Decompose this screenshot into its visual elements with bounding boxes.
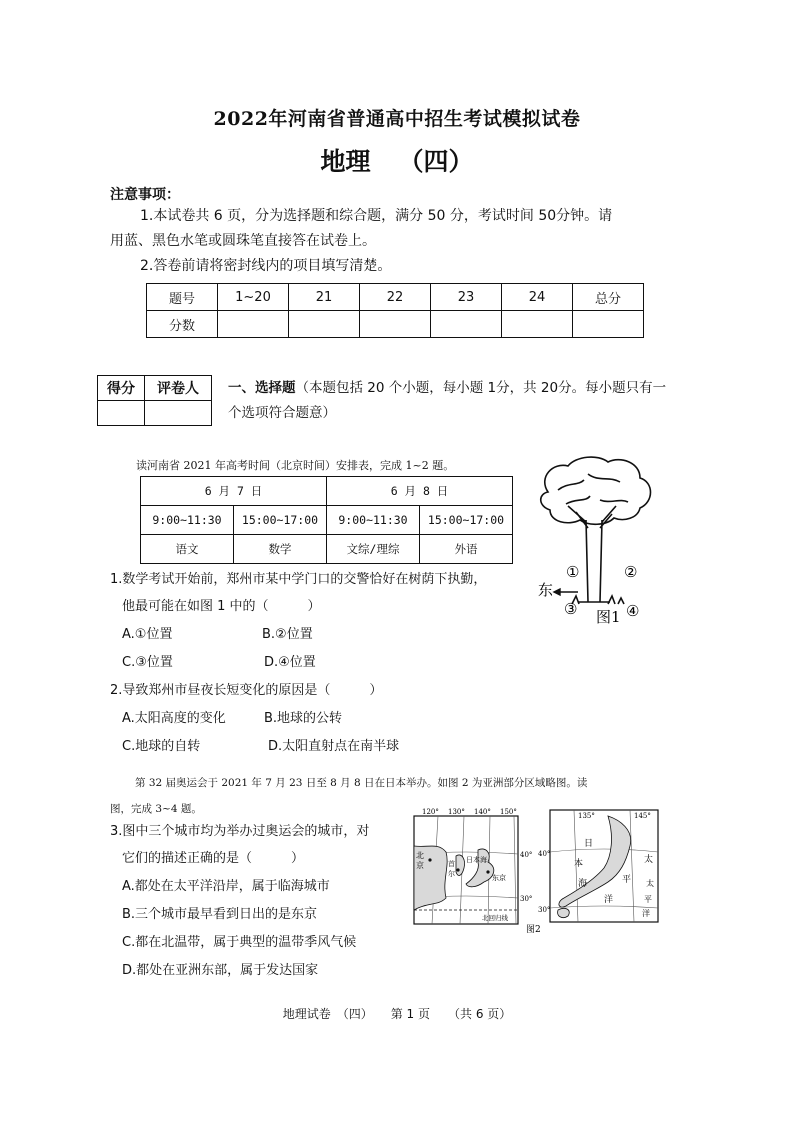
score-input-cell[interactable] (218, 311, 289, 338)
schedule-subject-cell: 外语 (420, 535, 513, 564)
lon-label: 130° (448, 808, 465, 816)
figure-2-maps (408, 806, 663, 936)
left-map (414, 808, 532, 924)
city-label-seoul-2: 尔 (448, 870, 455, 878)
q1-option-a[interactable]: A.①位置 (122, 627, 173, 642)
score-header-cell: 1~20 (218, 284, 289, 311)
notice-item-1-line-1: 1.本试卷共 6 页，分为选择题和综合题，满分 50 分，考试时间 50分钟。请 (140, 208, 613, 224)
score-input-cell[interactable] (289, 311, 360, 338)
city-label-beijing-2: 京 (416, 861, 424, 870)
schedule-intro: 读河南省 2021 年高考时间（北京时间）安排表，完成 1~2 题。 (136, 459, 455, 472)
ocean-label-char: 洋 (642, 909, 650, 918)
score-input-cell[interactable] (573, 311, 644, 338)
q1-option-c[interactable]: C.③位置 (122, 655, 173, 670)
exam-subject (0, 142, 794, 178)
lon-label: 140° (474, 808, 491, 816)
marker-4: ④ (626, 602, 640, 620)
ocean-label-char: 洋 (604, 895, 614, 905)
score-row-label: 分数 (147, 311, 218, 338)
score-table-score-row (147, 311, 644, 338)
figure-2-caption: 图2 (526, 925, 541, 935)
q1-option-b[interactable]: B.②位置 (262, 627, 313, 642)
lon-label: 135° (578, 812, 595, 820)
q3-option-b[interactable]: B.三个城市最早看到日出的是东京 (122, 907, 318, 922)
lon-label: 150° (500, 808, 517, 816)
city-label-beijing-1: 北 (416, 851, 424, 860)
east-label: 东 (538, 581, 554, 599)
q3-option-a[interactable]: A.都处在太平洋沿岸，属于临海城市 (122, 879, 330, 894)
q2-option-a[interactable]: A.太阳高度的变化 (122, 711, 226, 726)
q1-stem-line-2: 他最可能在如图 1 中的（ ） (122, 599, 321, 614)
notice-item-1-line-2: 用蓝、黑色水笔或圆珠笔直接答在试卷上。 (110, 233, 376, 249)
grader-box (97, 375, 212, 426)
ocean-label-char: 平 (644, 895, 652, 904)
section-1-desc: （本题包括 20 个小题，每小题 1分，共 20分。每小题只有一 (295, 380, 667, 396)
sea-label-japan: 日本海 (466, 856, 487, 864)
section-1-title: 一、选择题 (228, 380, 296, 396)
score-header-cell: 总分 (573, 284, 644, 311)
schedule-day-cell: 6 月 8 日 (327, 477, 513, 506)
lon-label: 120° (422, 808, 439, 816)
q2-stem: 2.导致郑州市昼夜长短变化的原因是（ ） (110, 683, 383, 698)
q1-option-d[interactable]: D.④位置 (264, 655, 316, 670)
score-table-header-row (147, 284, 644, 311)
city-label-seoul-1: 首 (448, 860, 455, 868)
sea-label-char: 海 (578, 879, 588, 889)
grader-score-cell[interactable] (98, 401, 145, 426)
tree-crown-icon (541, 457, 651, 524)
grader-name-label: 评卷人 (145, 376, 212, 401)
notice-heading: 注意事项： (110, 187, 180, 203)
marker-2: ② (624, 563, 638, 581)
schedule-time-cell: 15:00~17:00 (420, 506, 513, 535)
ocean-label-char: 平 (622, 875, 632, 885)
score-input-cell[interactable] (502, 311, 573, 338)
schedule-subject-cell: 语文 (141, 535, 234, 564)
lon-label: 145° (634, 812, 651, 820)
schedule-day-cell: 6 月 7 日 (141, 477, 327, 506)
schedule-time-cell: 9:00~11:30 (141, 506, 234, 535)
ocean-label-char: 太 (646, 879, 654, 888)
schedule-time-cell: 9:00~11:30 (327, 506, 420, 535)
lat-label: 40° (538, 850, 551, 858)
score-table (146, 283, 644, 338)
score-header-cell: 23 (431, 284, 502, 311)
notice-item-2: 2.答卷前请将密封线内的项目填写清楚。 (140, 258, 392, 274)
score-header-cell: 22 (360, 284, 431, 311)
marker-1: ① (566, 563, 580, 581)
tropic-label: 北回归线 (482, 914, 508, 922)
page-footer: 地理试卷 （四） 第 1 页 （共 6 页） (282, 1007, 512, 1021)
schedule-subject-cell: 数学 (234, 535, 327, 564)
schedule-table (140, 476, 513, 564)
q2-option-c[interactable]: C.地球的自转 (122, 739, 201, 754)
east-arrow-icon (554, 589, 578, 595)
marker-3: ③ (564, 600, 578, 618)
score-input-cell[interactable] (431, 311, 502, 338)
subject-name: 地理 (320, 147, 371, 176)
q2-option-d[interactable]: D.太阳直射点在南半球 (268, 739, 400, 754)
figure-1-caption: 图1 (596, 608, 621, 626)
volume-number: （四） (398, 147, 474, 176)
q3-option-c[interactable]: C.都在北温带，属于典型的温带季风气候 (122, 935, 357, 950)
lat-label: 30° (538, 906, 551, 914)
score-header-cell: 21 (289, 284, 360, 311)
city-label-tokyo: 东京 (492, 874, 506, 882)
sea-label-char: 日 (584, 839, 594, 849)
exam-title: 2022年河南省普通高中招生考试模拟试卷 (213, 108, 581, 130)
sea-label-char: 本 (574, 859, 584, 869)
score-header-cell: 24 (502, 284, 573, 311)
section-1-line-1 (228, 376, 666, 400)
grader-score-label: 得分 (98, 376, 145, 401)
ocean-label-char: 太 (644, 855, 654, 865)
right-map (538, 810, 658, 922)
score-input-cell[interactable] (360, 311, 431, 338)
olympic-intro-line-2: 图，完成 3~4 题。 (110, 803, 202, 815)
q3-stem-line-1: 3.图中三个城市均为举办过奥运会的城市，对 (110, 824, 370, 839)
lat-label: 40° (520, 851, 533, 859)
section-1-line-2: 个选项符合题意） (228, 405, 336, 421)
figure-1-tree (528, 452, 663, 632)
schedule-time-cell: 15:00~17:00 (234, 506, 327, 535)
q3-stem-line-2: 它们的描述正确的是（ ） (122, 851, 305, 866)
grader-name-cell[interactable] (145, 401, 212, 426)
olympic-intro-line-1: 第 32 届奥运会于 2021 年 7 月 23 日至 8 月 8 日在日本举办。如图 2 为亚洲部分区域略图。读 (135, 777, 588, 789)
score-header-cell: 题号 (147, 284, 218, 311)
schedule-subject-cell: 文综/理综 (327, 535, 420, 564)
q2-option-b[interactable]: B.地球的公转 (264, 711, 343, 726)
q1-stem-line-1: 1.数学考试开始前，郑州市某中学门口的交警恰好在树荫下执勤， (110, 572, 487, 587)
lat-label: 30° (520, 895, 533, 903)
q3-option-d[interactable]: D.都处在亚洲东部，属于发达国家 (122, 963, 319, 978)
